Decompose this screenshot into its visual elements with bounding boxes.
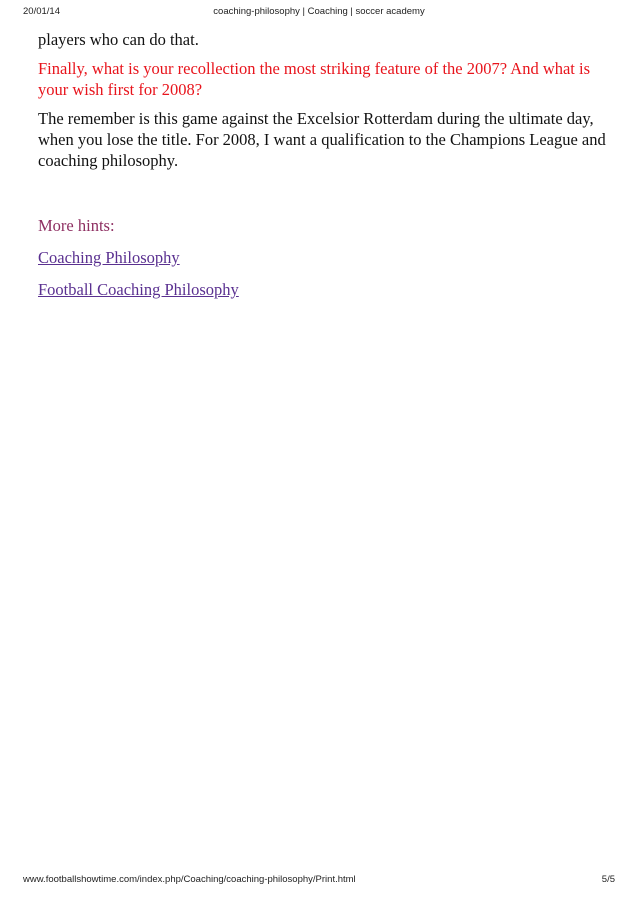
interview-answer: The remember is this game against the Excelsior Rotterdam during the ultimate day, when you lose the title. For 2008, I want a qualification to the Champions League and coaching philosophy. [38,109,606,170]
link-item [38,247,608,268]
page-number: 5/5 [601,874,615,885]
print-url: www.footballshowtime.com/index.php/Coaching/coaching-philosophy/Print.html [23,874,356,885]
print-footer [23,874,615,888]
print-date: 20/01/14 [23,6,60,17]
continued-paragraph: players who can do that. [38,30,199,49]
coaching-philosophy-link[interactable]: Coaching Philosophy [38,248,180,267]
football-coaching-philosophy-link[interactable]: Football Coaching Philosophy [38,280,239,299]
link-item [38,279,608,300]
more-hints-heading: More hints: [38,216,115,235]
article-body [38,29,608,311]
print-header [23,6,615,20]
print-page-title: coaching-philosophy | Coaching | soccer academy [213,6,425,17]
interview-question: Finally, what is your recollection the most striking feature of the 2007? And what is your wish first for 2008? [38,59,591,99]
